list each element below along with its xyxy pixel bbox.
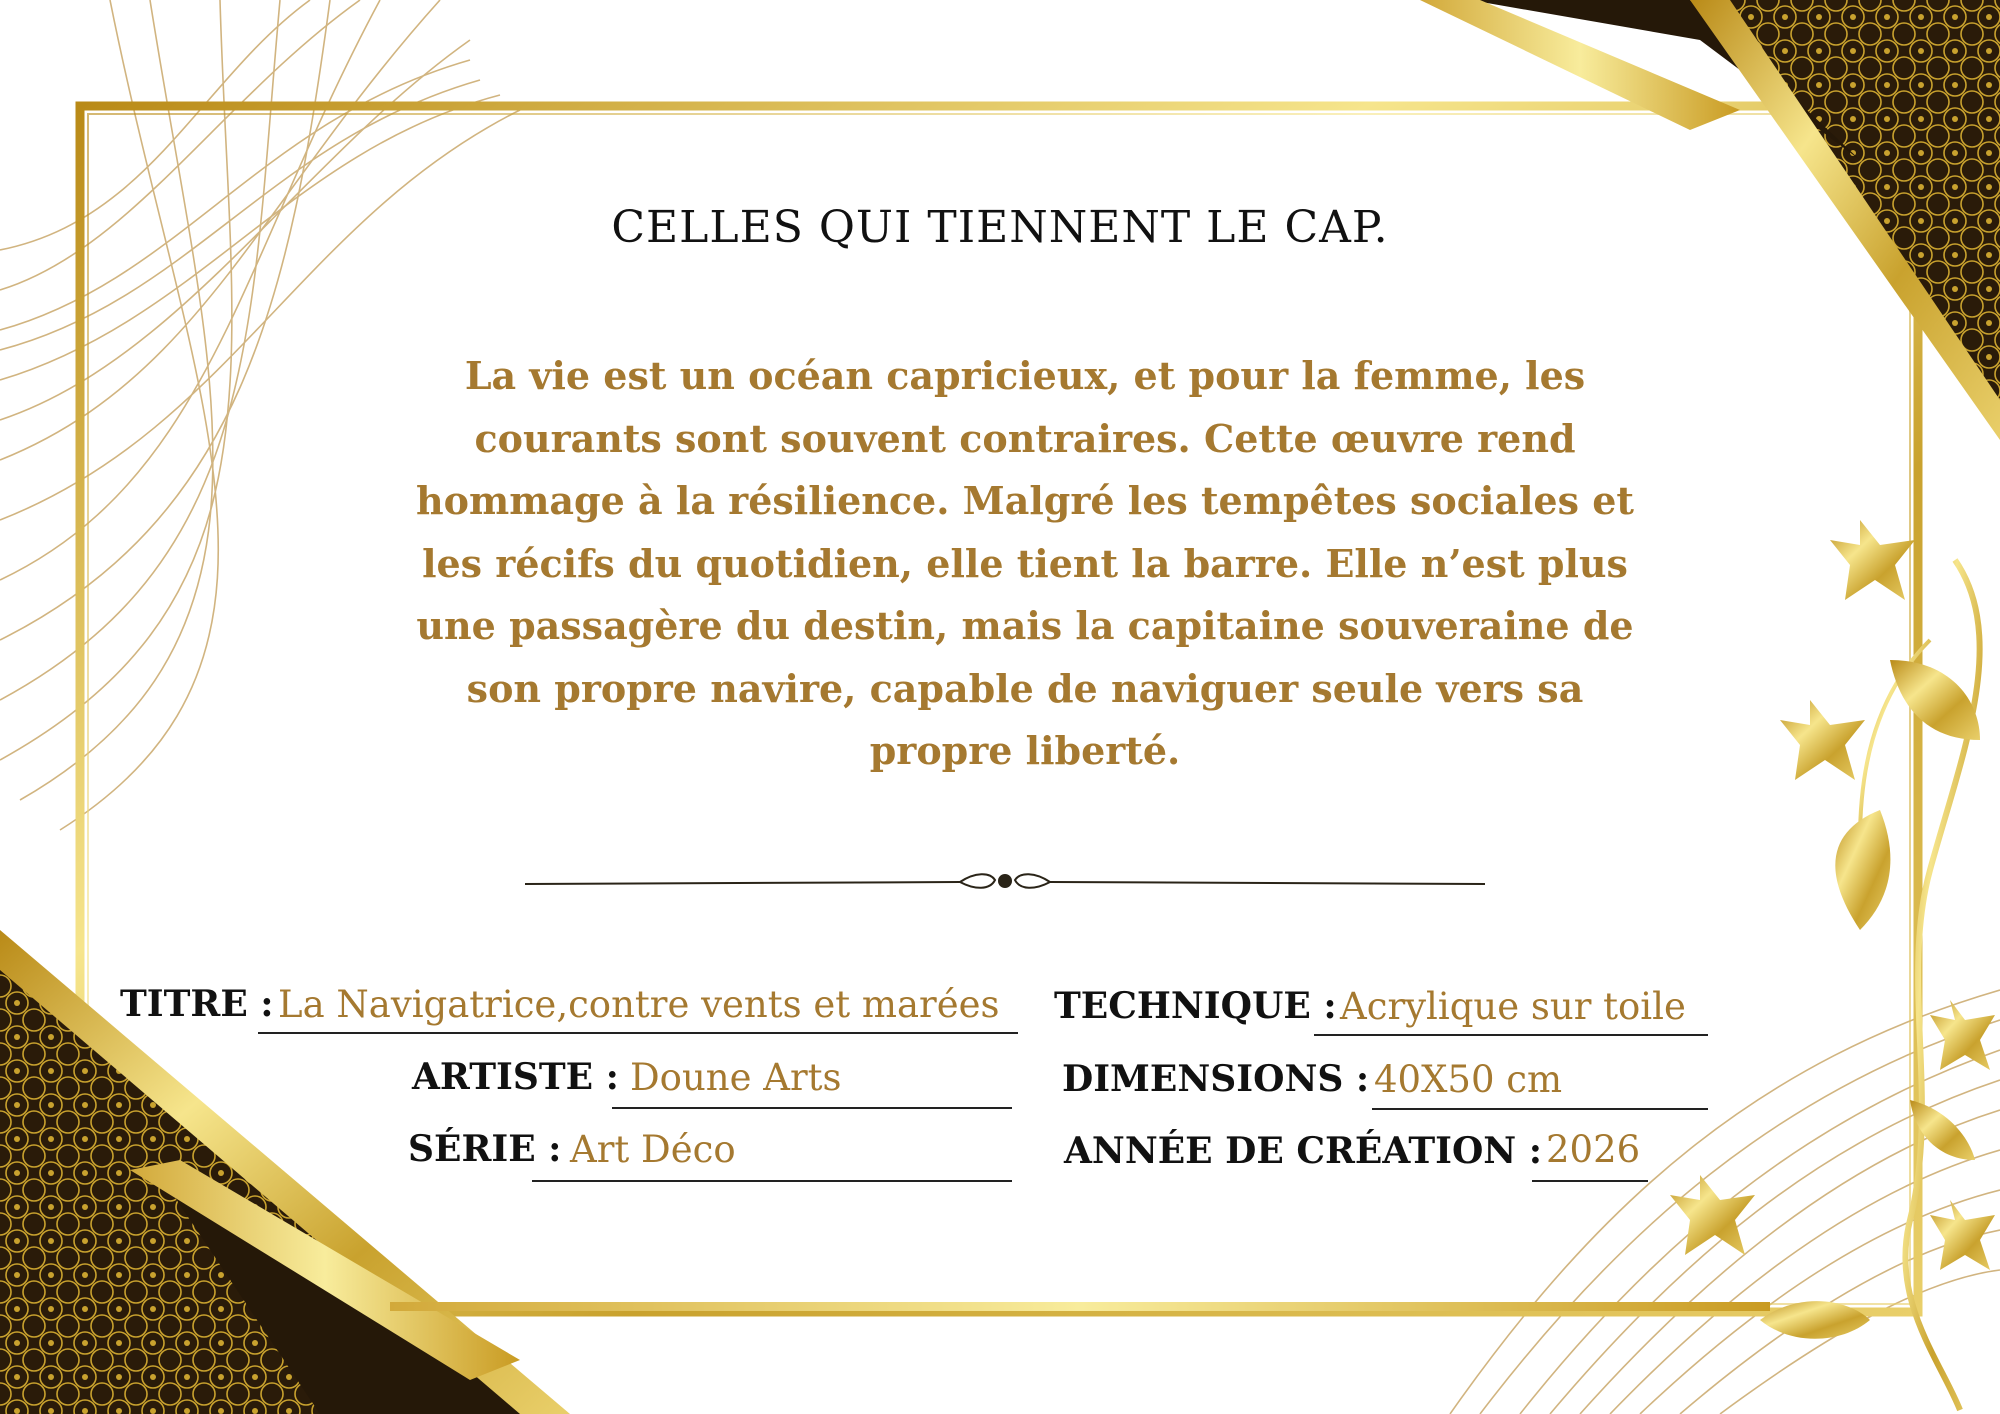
- dimensions-value: 40X50 cm: [1374, 1058, 1563, 1101]
- annee-value: 2026: [1546, 1128, 1641, 1171]
- dimensions-label: DIMENSIONS :: [1062, 1058, 1370, 1100]
- artiste-underline: [612, 1107, 1012, 1109]
- titre-label: TITRE :: [120, 983, 274, 1025]
- artiste-label: ARTISTE :: [412, 1056, 619, 1098]
- dimensions-underline: [1372, 1108, 1708, 1110]
- divider-ornament: [525, 874, 1485, 888]
- bottom-gold-bar: [390, 1302, 1770, 1311]
- titre-underline: [258, 1032, 1018, 1034]
- artiste-value: Doune Arts: [630, 1056, 842, 1099]
- titre-value: La Navigatrice,contre vents et marées: [278, 983, 1000, 1026]
- annee-label: ANNÉE DE CRÉATION :: [1064, 1130, 1543, 1172]
- technique-underline: [1314, 1034, 1708, 1036]
- technique-label: TECHNIQUE :: [1054, 985, 1337, 1027]
- serie-underline: [532, 1180, 1012, 1182]
- page-title: CELLES QUI TIENNENT LE CAP.: [611, 202, 1389, 253]
- serie-label: SÉRIE :: [408, 1128, 562, 1170]
- description-paragraph: La vie est un océan capricieux, et pour la femme, les courants sont souvent contraires. Cette œuvre rend hommage à la résilience. Malgré les tempêtes sociales et les récifs du quotidien, elle tient la barre. Elle n’est plus une passagère du destin, mais la capitaine souveraine de son propre navire, capable de naviguer seule vers sa propre liberté.: [416, 353, 1634, 773]
- technique-value: Acrylique sur toile: [1340, 985, 1686, 1028]
- serie-value: Art Déco: [570, 1128, 736, 1171]
- annee-underline: [1532, 1180, 1648, 1182]
